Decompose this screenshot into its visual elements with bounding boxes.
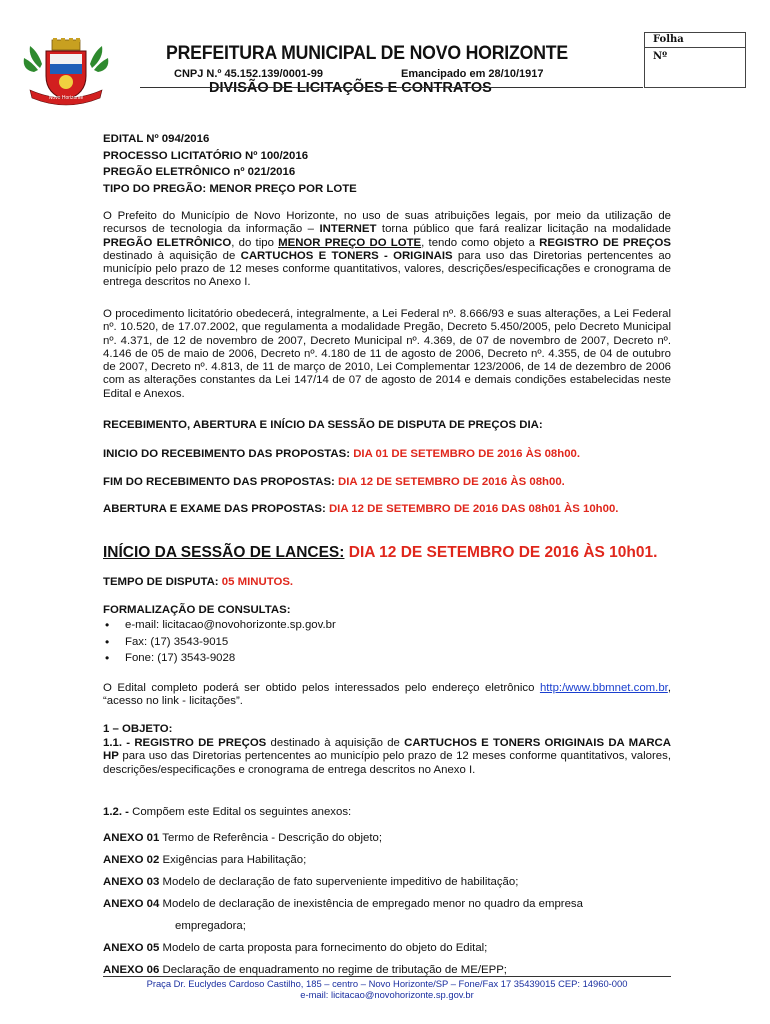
pregao-number: PREGÃO ELETRÔNICO nº 021/2016 — [103, 166, 296, 178]
edital-number: EDITAL Nº 094/2016 — [103, 133, 210, 145]
municipal-crest-logo — [20, 38, 112, 108]
annex-list — [103, 832, 671, 986]
cnpj-number: CNPJ N.º 45.152.139/0001-99 — [174, 68, 323, 80]
header-divider — [140, 87, 643, 88]
contact-list — [103, 617, 671, 667]
bbmnet-link[interactable]: http:/www.bbmnet.com.br — [539, 682, 668, 694]
footer-email: e-mail: licitacao@novohorizonte.sp.gov.br — [300, 989, 474, 1000]
annex-item: ANEXO 06 Declaração de enquadramento no regime de tributação de ME/EPP; — [103, 964, 507, 976]
consultations-heading: FORMALIZAÇÃO DE CONSULTAS: — [103, 604, 291, 616]
page-title: PREFEITURA MUNICIPAL DE NOVO HORIZONTE — [166, 43, 568, 64]
annex-intro: 1.2. - Compõem este Edital os seguintes anexos: — [103, 806, 352, 818]
session-heading: RECEBIMENTO, ABERTURA E INÍCIO DA SESSÃO DE DISPUTA DE PREÇOS DIA: — [103, 419, 543, 431]
annex-item: ANEXO 03 Modelo de declaração de fato superveniente impeditivo de habilitação; — [103, 876, 519, 888]
contact-phone: • Fone: (17) 3543-9028 — [103, 650, 671, 667]
annex-item: ANEXO 04 Modelo de declaração de inexistência de empregado menor no quadro da empresa — [103, 898, 583, 910]
emancipation-date: Emancipado em 28/10/1917 — [401, 68, 544, 80]
intro-paragraph: O Prefeito do Município de Novo Horizonte, no uso de suas atribuições legais, por meio da utilização de recursos de tecnologia da informação – INTERNET torna público que fará realizar licitação na modalidade PREGÃO ELETRÔNICO, do tipo MENOR PREÇO DO LOTE, tendo como objeto a REGISTRO DE PREÇOS destinado à aquisição de CARTUCHOS E TONERS - ORIGINAIS para uso das Diretorias pertencentes ao município pelo prazo de 12 meses conforme quantitativos, valores, descrições/especificações e cronograma de entrega descritos no Anexo I. — [103, 210, 671, 289]
pregao-type: TIPO DO PREGÃO: MENOR PREÇO POR LOTE — [103, 182, 357, 195]
edital-identification — [103, 131, 671, 197]
folha-label: Folha — [645, 33, 745, 48]
contact-email[interactable]: • e-mail: licitacao@novohorizonte.sp.gov.br — [103, 617, 671, 634]
section-objeto-heading: 1 – OBJETO: — [103, 723, 173, 735]
footer-divider — [103, 976, 671, 977]
contact-fax: • Fax: (17) 3543-9015 — [103, 634, 671, 651]
svg-text:Novo Horizonte: Novo Horizonte — [48, 95, 84, 101]
annex-item: ANEXO 01 Termo de Referência - Descrição do objeto; — [103, 832, 382, 844]
dispute-time: TEMPO DE DISPUTA: 05 MINUTOS. — [103, 576, 294, 588]
edital-download-paragraph: O Edital completo poderá ser obtido pelos interessados pelo endereço eletrônico http:/www.bbmnet.com.br, “acesso no link - licitações”. — [103, 682, 671, 708]
receipt-end: FIM DO RECEBIMENTO DAS PROPOSTAS: DIA 12 DE SETEMBRO DE 2016 ÀS 08h00. — [103, 476, 565, 488]
receipt-start: INICIO DO RECEBIMENTO DAS PROPOSTAS: DIA 01 DE SETEMBRO DE 2016 ÀS 08h00. — [103, 448, 581, 460]
folha-stamp-box — [644, 32, 746, 88]
procedure-paragraph: O procedimento licitatório obedecerá, integralmente, a Lei Federal nº. 8.666/93 e suas alterações, a Lei Federal nº. 10.520, de 17.07.2002, que regulamenta a modalidade Pregão, Decreto 5.450/2005, pelo Decreto Municipal nº. 4.371, de 12 de novembro de 2007, Decreto Municipal nº. 4.369, de 07 de novembro de 2007, Decreto nº. 4.146 de 05 de maio de 2006, Decreto nº. 4.180 de 11 de agosto de 2006, Decreto nº. 4.355, de 04 de outubro de 2007, Decreto nº. 4.813, de 11 de março de 2010, Lei Complementar 123/2006, de 14 de dezembro de 2006 com as alterações constantes da Lei 147/14 de 07 de agosto de 2014 e demais condições estabelecidas neste Edital e Anexos. — [103, 308, 671, 400]
annex-item: ANEXO 02 Exigências para Habilitação; — [103, 854, 307, 866]
proposals-opening: ABERTURA E EXAME DAS PROPOSTAS: DIA 12 DE SETEMBRO DE 2016 DAS 08h01 ÀS 10h00. — [103, 503, 619, 515]
division-name: DIVISÃO DE LICITAÇÕES E CONTRATOS — [209, 80, 492, 96]
objeto-paragraph: 1.1. - REGISTRO DE PREÇOS destinado à aquisição de CARTUCHOS E TONERS ORIGINAIS DA MARCA HP para uso das Diretorias pertencentes ao município pelo prazo de 12 meses conforme quantitativos, valores, descrições/especificações e cronograma de entrega descritos no Anexo I. — [103, 737, 671, 776]
numero-label: Nº — [653, 51, 668, 62]
annex-item: ANEXO 05 Modelo de carta proposta para fornecimento do objeto do Edital; — [103, 942, 488, 954]
bidding-session-start: INÍCIO DA SESSÃO DE LANCES: DIA 12 DE SETEMBRO DE 2016 ÀS 10h01. — [103, 544, 658, 561]
process-number: PROCESSO LICITATÓRIO Nº 100/2016 — [103, 149, 309, 162]
footer-address: Praça Dr. Euclydes Cardoso Castilho, 185 – centro – Novo Horizonte/SP – Fone/Fax 17 35439015 CEP: 14960-000 — [146, 978, 628, 989]
annex-item-continuation: empregadora; — [175, 920, 246, 932]
